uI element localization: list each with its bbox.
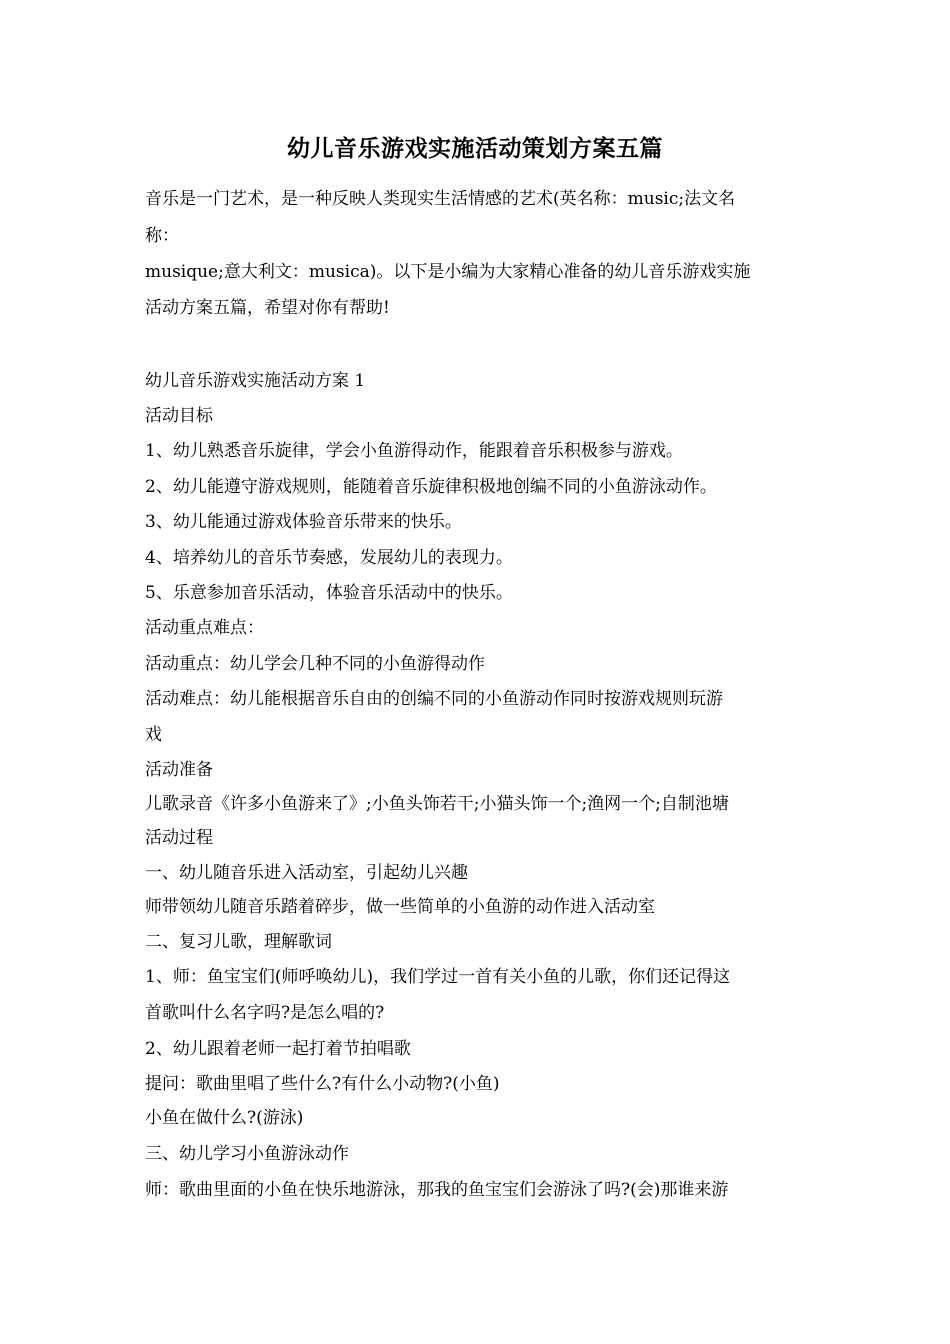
paragraph-line: 活动重点：幼儿学会几种不同的小鱼游得动作 <box>145 654 485 674</box>
paragraph-line: 2、幼儿能遵守游戏规则，能随着音乐旋律积极地创编不同的小鱼游泳动作。 <box>145 477 717 497</box>
intro-line-4: 活动方案五篇，希望对你有帮助! <box>145 298 390 318</box>
paragraph-line: 2、幼儿跟着老师一起打着节拍唱歌 <box>145 1039 411 1059</box>
paragraph-line: 1、幼儿熟悉音乐旋律，学会小鱼游得动作，能跟着音乐积极参与游戏。 <box>145 441 683 461</box>
paragraph-line: 5、乐意参加音乐活动，体验音乐活动中的快乐。 <box>145 583 513 603</box>
paragraph-line: 师带领幼儿随音乐踏着碎步，做一些简单的小鱼游的动作进入活动室 <box>145 897 655 917</box>
paragraph-line: 提问：歌曲里唱了些什么?有什么小动物?(小鱼) <box>145 1074 500 1094</box>
paragraph-line: 3、幼儿能通过游戏体验音乐带来的快乐。 <box>145 512 462 532</box>
paragraph-line: 一、幼儿随音乐进入活动室，引起幼儿兴趣 <box>145 863 468 883</box>
paragraph-line: 二、复习儿歌，理解歌词 <box>145 932 332 952</box>
section-heading: 幼儿音乐游戏实施活动方案 1 <box>145 371 366 391</box>
paragraph-line: 首歌叫什么名字吗?是怎么唱的? <box>145 1003 385 1023</box>
intro-line-1: 音乐是一门艺术，是一种反映人类现实生活情感的艺术(英名称：music;法文名 <box>145 189 736 209</box>
intro-line-2: 称： <box>145 226 179 246</box>
paragraph-line: 戏 <box>145 725 162 745</box>
paragraph-line: 活动难点：幼儿能根据音乐自由的创编不同的小鱼游动作同时按游戏规则玩游 <box>145 689 723 709</box>
paragraph-line: 师：歌曲里面的小鱼在快乐地游泳，那我的鱼宝宝们会游泳了吗?(会)那谁来游 <box>145 1180 729 1200</box>
document-title: 幼儿音乐游戏实施活动策划方案五篇 <box>287 135 663 162</box>
paragraph-line: 活动过程 <box>145 828 213 848</box>
paragraph-line: 活动重点难点： <box>145 618 264 638</box>
paragraph-line: 小鱼在做什么?(游泳) <box>145 1108 304 1128</box>
intro-line-3: musique;意大利文：musica)。以下是小编为大家精心准备的幼儿音乐游戏实施 <box>145 262 751 282</box>
paragraph-line: 活动准备 <box>145 760 213 780</box>
paragraph-line: 活动目标 <box>145 406 213 426</box>
paragraph-line: 4、培养幼儿的音乐节奏感，发展幼儿的表现力。 <box>145 548 513 568</box>
paragraph-line: 儿歌录音《许多小鱼游来了》;小鱼头饰若干;小猫头饰一个;渔网一个;自制池塘 <box>145 794 729 814</box>
paragraph-line: 三、幼儿学习小鱼游泳动作 <box>145 1144 349 1164</box>
paragraph-line: 1、师：鱼宝宝们(师呼唤幼儿)，我们学过一首有关小鱼的儿歌，你们还记得这 <box>145 967 731 987</box>
